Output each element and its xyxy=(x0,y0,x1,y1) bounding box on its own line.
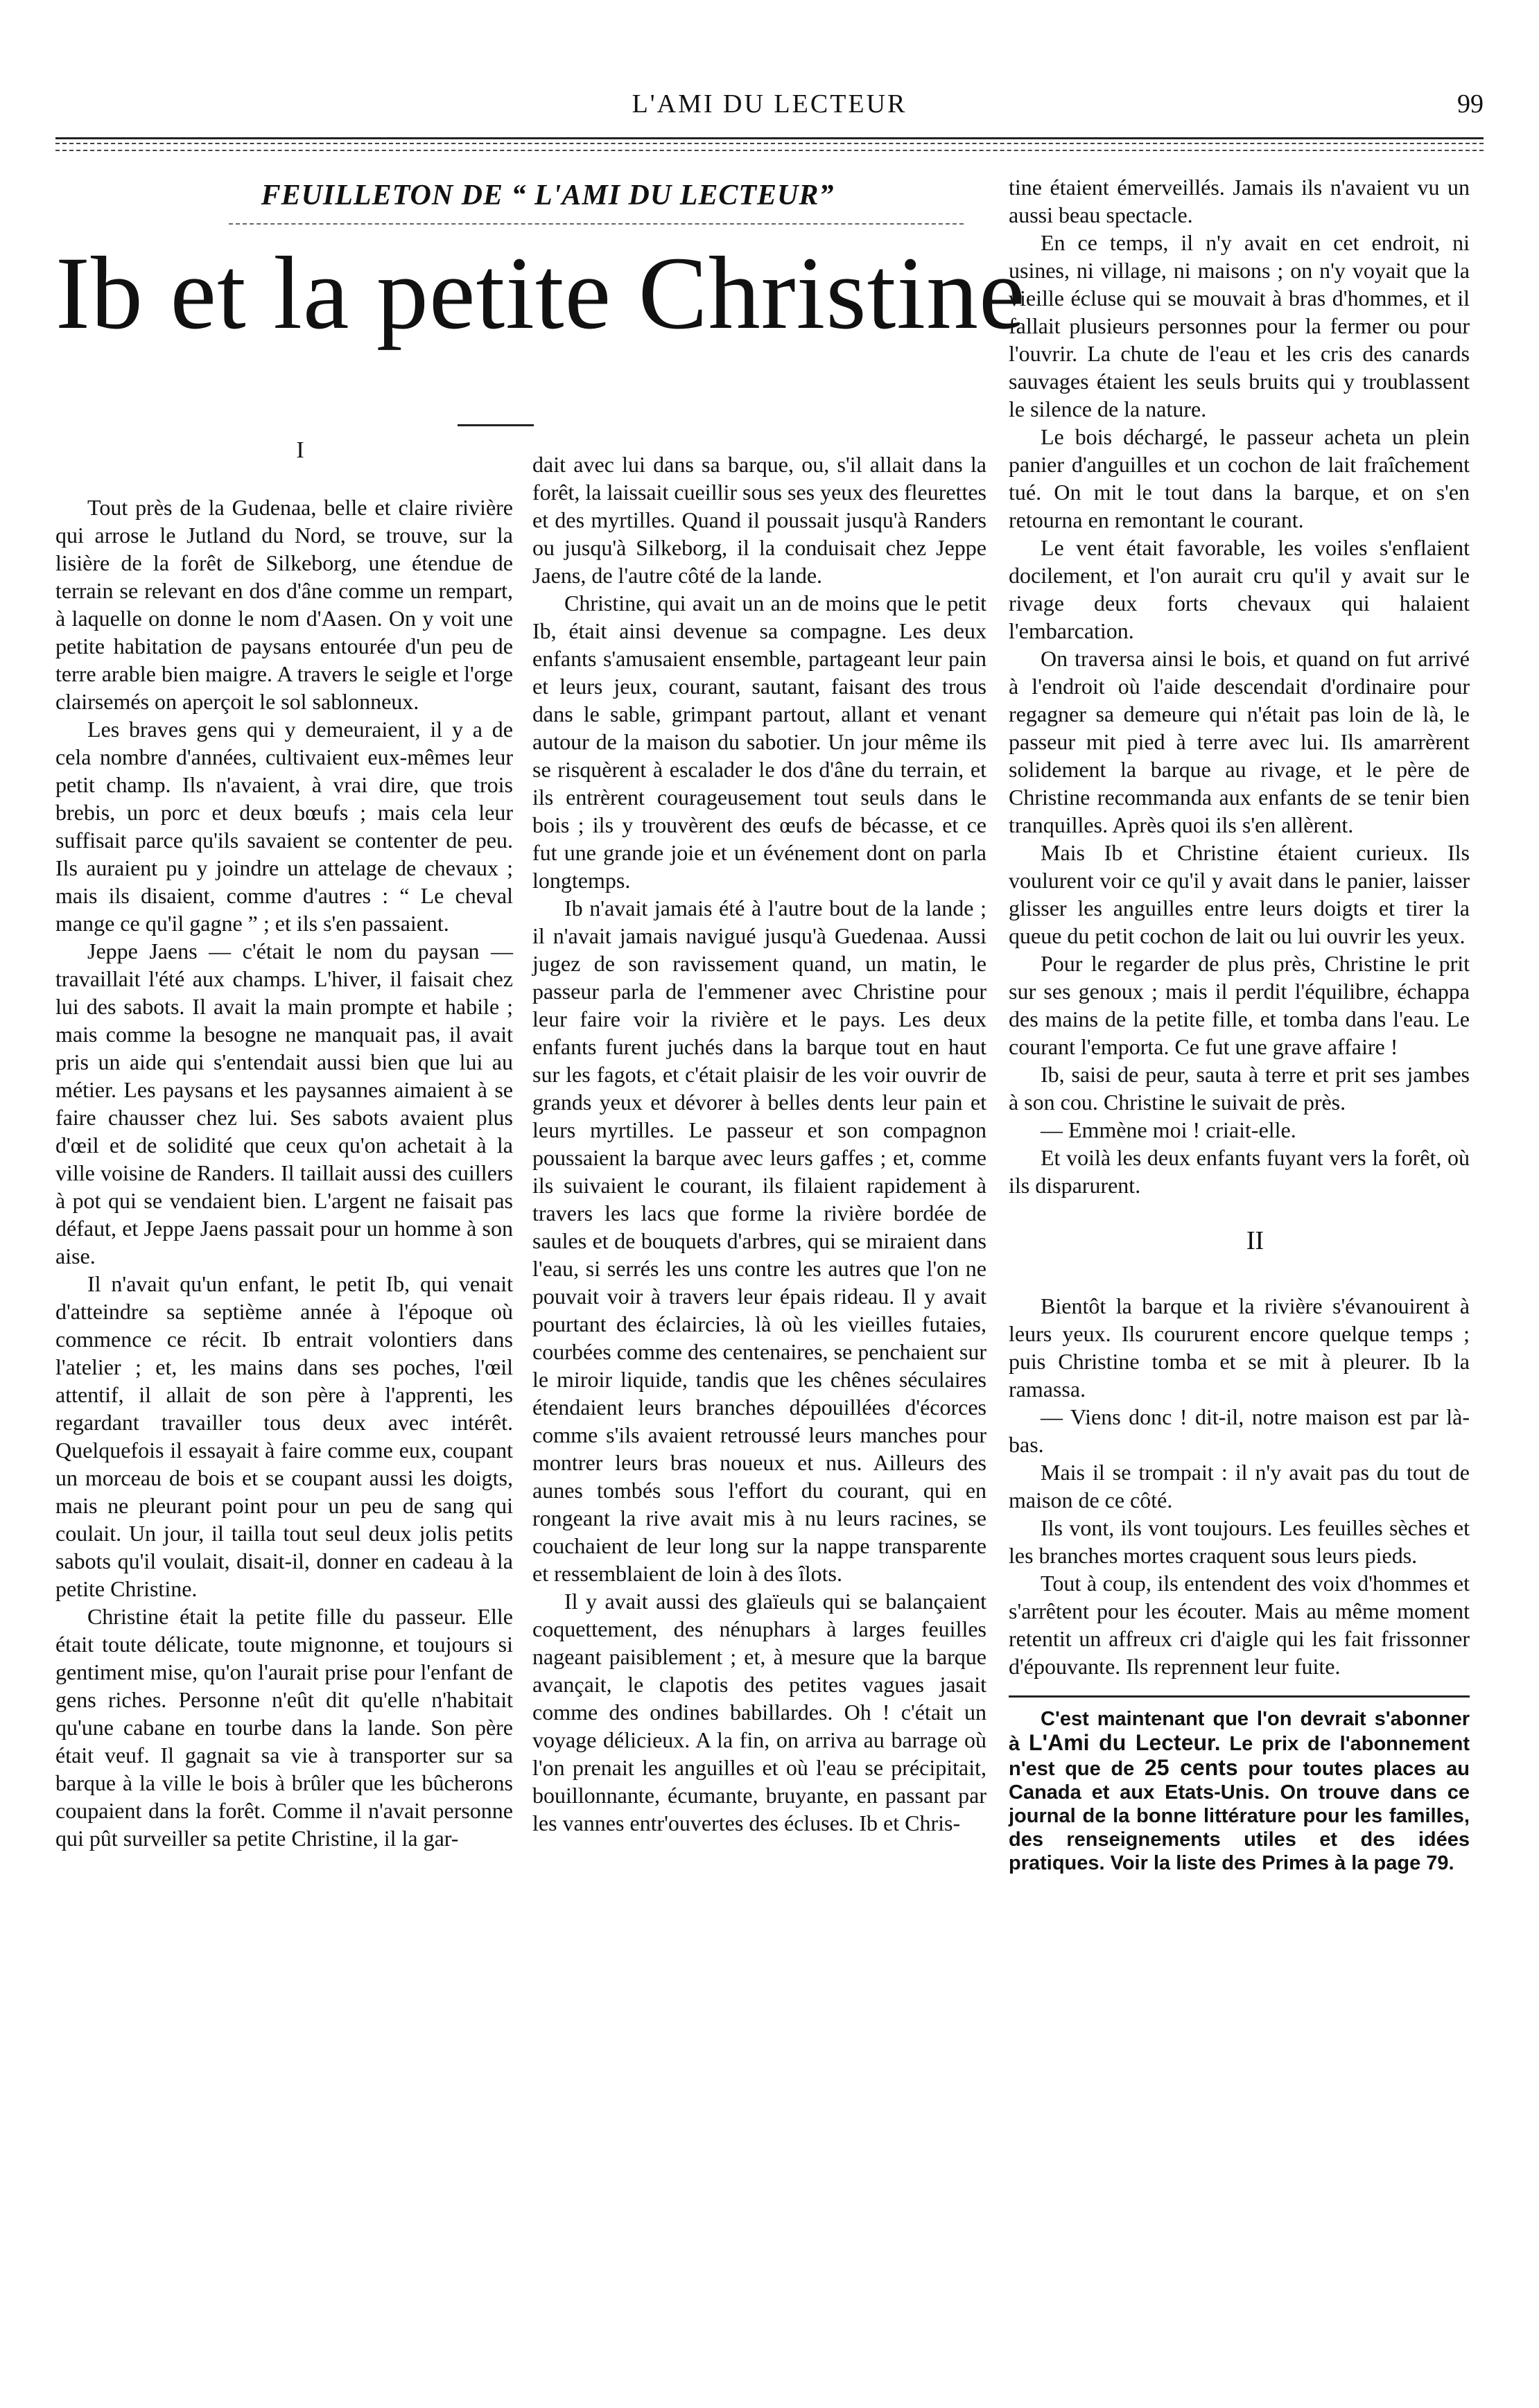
header-dash-rule-2 xyxy=(55,150,1484,151)
page-number: 99 xyxy=(1457,89,1484,119)
paragraph: Christine, qui avait un an de moins que le petit Ib, était ainsi devenue sa compagne. Les deux enfants s'amusaient ensemble, partageant leur pain et leurs jeux, courant, sautant, faisant des trous dans le sable, grimpant partout, allant et venant autour de la maison du sabotier. Un jour même ils se risquèrent à escalader le dos d'âne du terrain, et ils entrèrent courageusement tout seuls dans le bois ; ils y trouvèrent des œufs de bécasse, et ce fut une grande joie et un événement dont on parla longtemps. xyxy=(532,591,986,893)
paragraph: Ib, saisi de peur, sauta à terre et prit ses jambes à son cou. Christine le suivait de près. xyxy=(1009,1062,1470,1115)
column-3 xyxy=(1009,173,1470,1875)
price: 25 cents xyxy=(1144,1755,1238,1780)
paragraph: On traversa ainsi le bois, et quand on fut arrivé à l'endroit où l'aide descendait d'ordinaire pour regagner sa demeure qui n'était pas loin de là, le passeur mit pied à terre avec lui. Ils amarrèrent solidement la barque au rivage, et le père de Christine recommanda aux enfants de se tenir bien tranquilles. Après quoi ils s'en allèrent. xyxy=(1009,646,1470,837)
paragraph: Tout à coup, ils entendent des voix d'hommes et s'arrêtent pour les écouter. Mais au même moment retentit un affreux cri d'aigle qui les fait frissonner d'épouvante. Ils reprennent leur fuite. xyxy=(1009,1571,1470,1679)
notice-rule xyxy=(1009,1695,1470,1698)
paragraph: Mais il se trompait : il n'y avait pas du tout de maison de ce côté. xyxy=(1009,1460,1470,1512)
title-rule xyxy=(458,424,534,426)
notice-text: pour toutes places au Canada et aux Etats-Unis. On trouve dans ce journal de la bonne littérature pour les familles, des renseignements utiles et des idées pratiques. Voir la liste des Primes à la page 79. xyxy=(1009,1758,1470,1874)
paragraph: Le bois déchargé, le passeur acheta un plein panier d'anguilles et un cochon de lait fraîchement tué. On mit le tout dans la barque, et on s'en retourna en remontant le courant. xyxy=(1009,424,1470,532)
paragraph: Il y avait aussi des glaïeuls qui se balançaient coquettement, des nénuphars à larges feuilles nageant paisiblement ; et, à mesure que la barque avançait, le clapotis des petites vagues jasait comme des ondines babillardes. Oh ! c'était un voyage délicieux. A la fin, on arriva au barrage où l'on prenait les anguilles et où l'eau se précipitait, bouillonnante, écumante, bruyante, en passant par les vannes entr'ouvertes des écluses. Ib et Chris- xyxy=(532,1589,986,1835)
paragraph: Bientôt la barque et la rivière s'évanouirent à leurs yeux. Ils coururent encore quelque temps ; puis Christine tomba et se mit à pleurer. Ib la ramassa. xyxy=(1009,1293,1470,1402)
journal-title: L'AMI DU LECTEUR xyxy=(632,89,907,119)
chapter-heading: II xyxy=(1246,1226,1264,1255)
paragraph: Ib n'avait jamais été à l'autre bout de la lande ; il n'avait jamais navigué jusqu'à Guedenaa. Aussi jugez de son ravissement quand, un matin, le passeur parla de l'emmener avec Christine pour leur faire voir la rivière et le pays. Les deux enfants furent juchés dans la barque tout en haut sur les fagots, et c'était plaisir de les voir ouvrir de grands yeux et dévorer à belles dents leur pain et leurs myrtilles. Le passeur et son compagnon poussaient la barque avec leurs gaffes ; et, comme ils suivaient le courant, ils filaient rapidement à travers les lacs que forme la rivière bordée de saules et de bouquets d'arbres, qui se miraient dans l'eau, si serrés les uns contre les autres que l'on ne pouvait voir à travers leur épais rideau. Il y avait pourtant des éclaircies, là où les vieilles futaies, courbées comme des centenaires, se penchaient sur le miroir liquide, tandis que les chênes séculaires étendaient leurs branches dépouillées d'écorces comme s'ils avaient retroussé leurs manches pour montrer leurs bras noueux et nus. Ailleurs des aunes tombés sous l'effort du courant, qui en rongeant la rive avait mis à nu leurs racines, se couchaient de leur long sur la nappe transparente et ressemblaient de loin à des îlots. xyxy=(532,896,986,1586)
running-head xyxy=(55,89,1484,130)
paragraph: — Viens donc ! dit-il, notre maison est par là-bas. xyxy=(1009,1404,1470,1457)
subscription-notice xyxy=(1009,1707,1470,1875)
paragraph: Mais Ib et Christine étaient curieux. Ils voulurent voir ce qu'il y avait dans le panier, laisser glisser les anguilles entre leurs doigts et tirer la queue du petit cochon de lait ou lui ouvrir les yeux. xyxy=(1009,840,1470,948)
paragraph: Christine était la petite fille du passeur. Elle était toute délicate, toute mignonne, et toujours si gentiment mise, qu'on l'aurait prise pour l'enfant de gens riches. Personne n'eût dit qu'elle n'habitait qu'une cabane en tourbe dans la lande. Son père était veuf. Il gagnait sa vie à transporter sur sa barque à la ville le bois à brûler que les bûcherons coupaient dans la forêt. Comme il n'avait personne qui pût surveiller sa petite Christine, il la gar- xyxy=(55,1604,513,1851)
paragraph: Le vent était favorable, les voiles s'enflaient docilement, et l'on aurait cru qu'il y avait sur le rivage deux forts chevaux qui halaient l'embarcation. xyxy=(1009,535,1470,643)
notice-text: C'est maintenant que l'on devrait s'abonner à xyxy=(1009,1708,1470,1755)
chapter-heading: I xyxy=(296,437,304,463)
paragraph: Pour le regarder de plus près, Christine le prit sur ses genoux ; mais il perdit l'équilibre, échappa des mains de la petite fille, et tomba dans l'eau. Le courant l'emporta. Ce fut une grave affaire ! xyxy=(1009,951,1470,1059)
paragraph: tine étaient émerveillés. Jamais ils n'avaient vu un aussi beau spectacle. xyxy=(1009,175,1470,227)
paragraph: Il n'avait qu'un enfant, le petit Ib, qui venait d'atteindre sa septième année à l'époque où commence ce récit. Ib entrait volontiers dans l'atelier ; et, les mains dans ses poches, l'œil attentif, il allait de son père à l'apprenti, les regardant travailler tous deux avec intérêt. Quelquefois il essayait à faire comme eux, coupant un morceau de bois et se coupant aussi les doigts, mais ne pleurant point pour un peu de sang qui coulait. Un jour, il tailla tout seul deux jolis petits sabots qu'il voulait, disait-il, donner en cadeau à la petite Christine. xyxy=(55,1271,513,1601)
paragraph: Et voilà les deux enfants fuyant vers la forêt, où ils disparurent. xyxy=(1009,1145,1470,1198)
article-title: Ib et la petite Christine xyxy=(55,236,1026,351)
paragraph: Les braves gens qui y demeuraient, il y a de cela nombre d'années, cultivaient eux-mêmes leur petit champ. Ils n'avaient, à vrai dire, que trois brebis, un porc et deux bœufs ; mais cela leur suffisait parce qu'ils savaient se contenter de peu. Ils auraient pu y joindre un attelage de chevaux ; mais ils disaient, comme d'autres : “ Le cheval mange ce qu'il gagne ” ; et ils s'en passaient. xyxy=(55,717,513,936)
notice-text: Le prix de l'abonnement n'est que de xyxy=(1009,1733,1470,1780)
paragraph: Ils vont, ils vont toujours. Les feuilles sèches et les branches mortes craquent sous leurs pieds. xyxy=(1009,1515,1470,1568)
journal-name: L'Ami du Lecteur. xyxy=(1028,1730,1221,1755)
feuilleton-kicker: FEUILLETON DE “ L'AMI DU LECTEUR” xyxy=(261,180,835,211)
paragraph: dait avec lui dans sa barque, ou, s'il allait dans la forêt, la laissait cueillir sous ses yeux des fleurettes et des myrtilles. Quand il poussait jusqu'à Randers ou jusqu'à Silkeborg, il la conduisait chez Jeppe Jaens, de l'autre côté de la lande. xyxy=(532,452,986,588)
paragraph: — Emmène moi ! criait-elle. xyxy=(1041,1117,1296,1142)
column-2 xyxy=(532,451,986,1837)
column-1 xyxy=(55,437,513,1852)
paragraph: Jeppe Jaens — c'était le nom du paysan — travaillait l'été aux champs. L'hiver, il faisait chez lui des sabots. Il avait la main prompte et habile ; mais comme la besogne ne manquait pas, il avait pris un aide qui s'entendait aussi bien que lui au métier. Les paysans et les paysannes aimaient à se faire chausser chez lui. Ses sabots avaient plus d'œil et de solidité que ceux qu'on achetait à la ville voisine de Randers. Il taillait aussi des cuillers à pot qui se vendaient bien. L'argent ne faisait pas défaut, et Jeppe Jaens passait pour un homme à son aise. xyxy=(55,939,513,1268)
header-dash-rule xyxy=(55,143,1484,144)
kicker-rule xyxy=(229,223,964,225)
paragraph: En ce temps, il n'y avait en cet endroit, ni usines, ni village, ni maisons ; on n'y voyait que la vieille écluse qui se mouvait à bras d'hommes, et il fallait plusieurs personnes pour la fermer ou pour l'ouvrir. La chute de l'eau et les cris des canards sauvages étaient les seuls bruits qui y troublassent le silence de la nature. xyxy=(1009,230,1470,421)
paragraph: Tout près de la Gudenaa, belle et claire rivière qui arrose le Jutland du Nord, se trouve, sur la lisière de la forêt de Silkeborg, une étendue de terrain se relevant en dos d'âne comme un rempart, à laquelle on donne le nom d'Aasen. On y voit une petite habitation de paysans entourée d'un peu de terre arable bien maigre. A travers le seigle et l'orge clairsemés on aperçoit le sol sablonneux. xyxy=(55,495,513,714)
header-rule xyxy=(55,137,1484,139)
